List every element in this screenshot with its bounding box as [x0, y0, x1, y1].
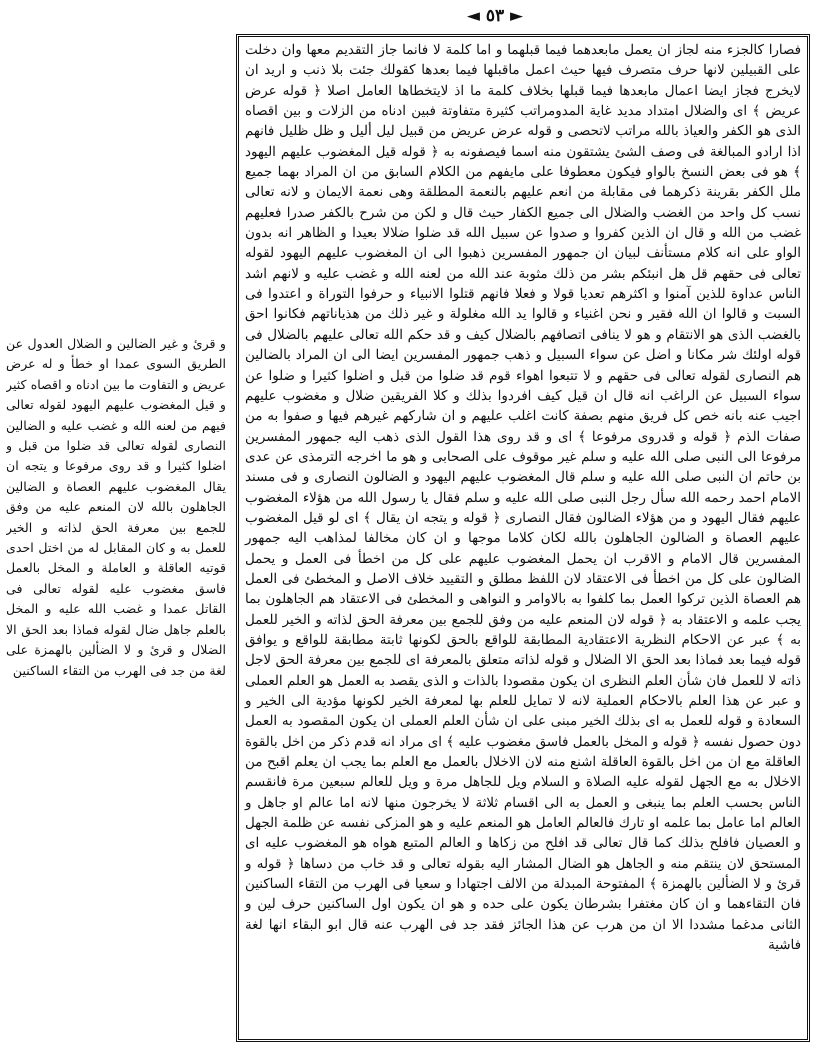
commentary-frame: [236, 34, 810, 1042]
page-number: ◄ ٥٣ ►: [466, 6, 524, 26]
margin-text: و قرئ و غير الضالين و الضلال العدول عن الطريق السوى عمدا او خطأ و له عرض عريض و التفاوت ما بين ادناه و اقصاه كثير و قيل المغضوب عليهم اليهود لقوله تعالى فيهم من لعنه الله و غضب عليه و الضالين النصارى لقوله تعالى قد ضلوا من قبل و اضلوا كثيرا و قد روى مرفوعا و يتجه ان يقال المغضوب عليهم العصاة و الضالين الجاهلون بالله لان المنعم عليه من وفق للجمع بين معرفة الحق لذاته و الخير للعمل به و كان المقابل له من اختل احدى قوتيه العاقلة و العاملة و المخل بالعمل فاسق مغضوب عليه لقوله تعالى فى القاتل عمدا و غضب الله عليه و المخل بالعلم جاهل ضال لقوله فماذا بعد الحق الا الضلال و قرئ و لا الضألين بالهمزة على لغة من جد فى الهرب من التقاء الساكنين: [6, 336, 226, 678]
commentary-text: فصارا كالجزء منه لجاز ان يعمل مابعدهما فيما قبلهما و اما كلمة لا فانما جاز التقديم معها وان دخلت على القبيلين لانها حرف متصرف فيها حيث اعمل ماقبلها فيما بعدها كقولك جئت بلا ذنب و اريد ان لايخرج فجاز ايضا اعمال مابعدها فيما قبلها بخلاف كلمة ما اذ لايتخطاها العامل اصلا ﴿ قوله عرض عريض ﴾ اى والضلال امتداد مديد غاية المدومراتب كثيرة متفاوتة فبين ادناه من الزلات و بين اقصاه الذى هو الكفر والعياذ بالله مراتب لاتحصى و قوله عرض عريض من قبيل ليل أليل و ظل ظليل فانهم اذا ارادو المبالغة فى وصف الشئ يشتقون منه اسما فيصفونه به ﴿ قوله قيل المغضوب عليهم اليهود ﴾ هو فى بعض النسخ بالواو فيكون معطوفا على مايفهم من الكلام السابق من ان المراد بهما جميع ملل الكفر بقرينة ذكرهما فى مقابلة من انعم عليهم بالنعمة المطلقة وهى نعمة الايمان و لانه تعالى نسب كل واحد من الغضب والضلال الى جميع الكفار حيث قال و لكن من شرح بالكفر صدرا فعليهم غضب من الله و قال ان الذين كفروا و صدوا عن سبيل الله قد ضلوا ضلالا بعيدا و الظاهر انه بدون الواو على انه كلام مستأنف لبيان ان جمهور المفسرين ذهبوا الى ان المغضوب عليهم اليهود لقوله تعالى فى حقهم قل هل انبئكم بشر من ذلك مثوبة عند الله من لعنه الله و غضب عليه و لانهم اشد الناس عداوة للذين آمنوا و اكثرهم تعديا قولا و فعلا فانهم قتلوا الانبياء و حرفوا التوراة و اعتدوا فى السبت و قالوا ان الله فقير و نحن اغنياء و قالوا يد الله مغلولة و غير ذلك من هذياناتهم فكانوا احق بالغضب الذى هو الانتقام و هو لا ينافى اتصافهم بالضلال كيف و قد حكم الله تعالى عليهم بالضلال فى قوله اولئك شر مكانا و اضل عن سواء السبيل و ذهب جمهور المفسرين ايضا الى ان المراد بالضالين هم النصارى لقوله تعالى فى حقهم و لا تتبعوا اهواء قوم قد ضلوا من قبل و اضلوا كثيرا و ضلوا عن سواء السبيل عن الراغب انه قال ان قيل كيف افردوا بذلك و كلا الفريقين ضلال و مغضوب عليهم اجيب عنه بانه خص كل فريق منهم بصفة كانت اغلب عليهم و ان شاركهم غيرهم فيها و صفوا به من صفات الذم ﴿ قوله و قدروى مرفوعا ﴾ اى و قد روى هذا القول الذى ذهب اليه جمهور المفسرين مرفوعا الى النبى صلى الله عليه و سلم غير موقوف على الصحابى و هو ما اخرجه الترمذى عن عدى بن حاتم ان النبى صلى الله عليه و سلم قال المغضوب عليهم اليهود و الضالون النصارى و فى مسند الامام احمد رحمه الله سأل رجل النبى صلى الله عليه و سلم فقال يا رسول الله من هؤلاء المغضوب عليهم فقال اليهود و من هؤلاء الضالون فقال النصارى ﴿ قوله و يتجه ان يقال ﴾ اى لو قيل المغضوب عليهم العصاة و الضالون الجاهلون بالله لكان كلاما موجها و ان كان مخالفا لمذاهب اليه جمهور المفسرين قال الامام و الاقرب ان يحمل المغضوب عليهم على كل من اخطأ فى العمل و يحمل الضالون على كل من اخطأ فى الاعتقاد لان اللفظ مطلق و التقييد خلاف الاصل و المخطئ فى العمل هم العصاة الذين تركوا العمل بما كلفوا به بالاوامر و النواهى و المخطئ فى الاعتقاد هم الجاهلون بما يجب علمه و الاعتقاد به ﴿ قوله لان المنعم عليه من وفق للجمع بين معرفة الحق لذاته و الخير للعمل به ﴾ عبر عن الاحكام النظرية الاعتقادية المطابقة للواقع بالحق لكونها ثابتة مطابقة للواقع و يوافق قوله فيما بعد فماذا بعد الحق الا الضلال و قوله لذاته متعلق بالمعرفة اى للجمع بين معرفة الحق لاجل ذاته لا للعمل فان شأن العلم النظرى ان يكون مقصودا بالذات و الذى يقصد به العمل هو العلم العملى و عبر عن هذا العلم بالاحكام العملية لانه لا تمايل للعلم بها لمعرفة الخير لكونها مؤدية الى الخير و السعادة و قوله للعمل به اى بذلك الخير مبنى على ان شأن العلم العملى ان يكون المقصود به العمل دون حصول نفسه ﴿ قوله و المخل بالعمل فاسق مغضوب عليه ﴾ اى مراد انه قدم ذكر من اخل بالقوة العاقلة مع ان من اخل بالقوة العاقلة اشنع منه لان الاخلال بالعمل مع العلم بما يجب ان يعلم اقبح من الاخلال به مع الجهل لقوله عليه الصلاة و السلام ويل للجاهل مرة و ويل للعالم سبعين مرة فانقسم الناس بحسب العلم بما ينبغى و العمل به الى اقسام ثلاثة لا يخرجون منها لانه اما عالم او جاهل و العالم اما عامل بما علمه او تارك فالعالم العامل هو المنعم عليه و هو المزكى نفسه عن ظلمة الجهل و العصيان فافلح بذلك كما قال تعالى قد افلح من زكاها و العالم المتبع هواه هو المغضوب عليه اى المستحق لان ينتقم منه و الجاهل هو الضال المشار اليه بقوله تعالى و قد خاب من دساها ﴿ قوله و قرئ و لا الضألين بالهمزة ﴾ المفتوحة المبدلة من الالف اجتهادا و سعيا فى الهرب من التقاء الساكنين فان التقاءهما و ان كان مغتفرا بشرطان يكون على حده و هو ان يكون اول الساكنين حرف لين و الثانى مدغما مشددا الا ان من هرب عن هذا الجائز فقد جد فى الهرب عنه قال ابو البقاء انها لغة فاشية: [245, 43, 801, 954]
